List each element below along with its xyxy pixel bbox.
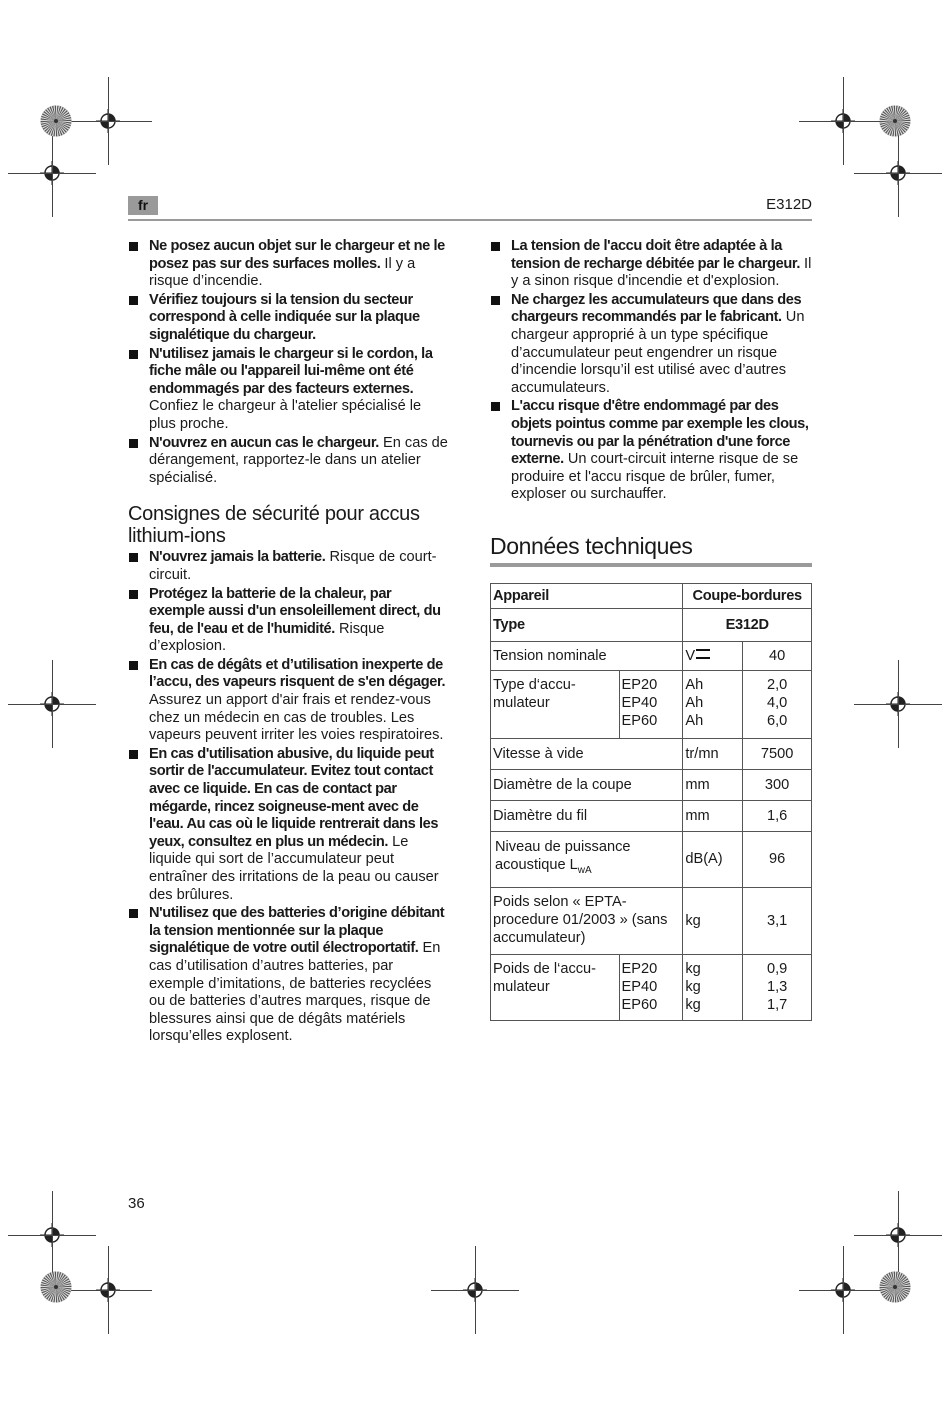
poids-accu-label: Poids de l‘accu- mulateur (491, 954, 620, 1020)
tension-unit-cell (683, 641, 743, 670)
list-item (128, 549, 450, 584)
square-bullet-icon (129, 553, 138, 562)
diam-fil-value: 1,6 (743, 800, 812, 831)
list-item (128, 586, 450, 656)
row-poids-epta (491, 887, 812, 954)
item-bold-text: N'ouvrez en aucun cas le chargeur. (149, 434, 379, 451)
safety-list-battery (490, 238, 812, 504)
typeaccu-unit: Ah Ah Ah (683, 670, 743, 738)
starburst-target-icon (879, 105, 911, 137)
list-item (128, 905, 450, 1046)
vitesse-value: 7500 (743, 738, 812, 769)
item-text: Un chargeur approprié à un type spécifique d’accumulateur peut engendrer un risque d’incendie lorsqu’il est utilisé avec d’autres accumulateurs. (511, 309, 805, 396)
row-poids-accu (491, 954, 812, 1020)
niveau-subscript: wA (577, 864, 592, 876)
item-text: Confiez le chargeur à l'atelier spécialisé le plus proche. (149, 398, 422, 432)
tension-unit: V (685, 647, 696, 664)
poids-accu-unit: kg kg kg (683, 954, 743, 1020)
row-type (491, 608, 812, 641)
vitesse-label: Vitesse à vide (491, 738, 683, 769)
item-bold-text: Vérifiez toujours si la tension du secteur correspond à celle indiquée sur la plaque signalétique du chargeur. (149, 291, 420, 343)
starburst-target-icon (40, 105, 72, 137)
item-text: Un court-circuit interne risque de se produire et l'accu risque de brûler, fumer, exploser ou surchauffer. (511, 451, 799, 503)
item-bold-text: N'ouvrez jamais la batterie. (149, 549, 326, 566)
diam-coupe-label: Diamètre de la coupe (491, 769, 683, 800)
starburst-target-icon (879, 1271, 911, 1303)
poids-epta-value: 3,1 (743, 887, 812, 954)
list-item (128, 657, 450, 745)
appareil-label: Appareil (491, 583, 683, 608)
appareil-value: Coupe-bordures (683, 583, 812, 608)
niveau-label: Niveau de puissance acoustique L (495, 838, 631, 873)
dc-voltage-icon (696, 649, 710, 659)
square-bullet-icon (129, 439, 138, 448)
item-bold-text: En cas de dégâts et d’utilisation inexperte de l’accu, des vapeurs risquent de s'en dégager. (149, 656, 446, 691)
list-item (490, 238, 812, 291)
tension-value: 40 (743, 641, 812, 670)
list-item (490, 398, 812, 504)
crop-mark-line (475, 1246, 476, 1334)
list-item (490, 292, 812, 398)
item-bold-text: N'utilisez jamais le chargeur si le cordon, la fiche mâle ou l'appareil lui-même ont été endommagés par des facteurs externes. (149, 345, 433, 397)
crop-mark-line (898, 660, 899, 748)
item-text: Le liquide qui sort de l’accumulateur peut entraîner des irritations de la peau ou causer des brûlures. (149, 833, 439, 903)
section-title-lithium: Consignes de sécurité pour accus lithium-ions (128, 503, 420, 548)
vitesse-unit: tr/mn (683, 738, 743, 769)
item-bold-text: Ne posez aucun objet sur le chargeur et ne le posez pas sur des surfaces molles. (149, 238, 445, 272)
row-vitesse (491, 738, 812, 769)
item-text: Risque d’explosion. (149, 620, 385, 655)
diam-fil-unit: mm (683, 800, 743, 831)
language-badge: fr (128, 196, 158, 215)
crop-mark-line (52, 1191, 53, 1279)
niveau-unit: dB(A) (683, 831, 743, 887)
tension-label: Tension nominale (491, 641, 683, 670)
item-bold-text: En cas d'utilisation abusive, du liquide peut sortir de l'accumulateur. Evitez tout contact avec ce liquide. En cas de contact par mégarde, rincez soigneuse-ment avec de l'eau. Au cas où le liquide rentrerait dans les yeux, consultez en plus un médecin. (149, 745, 439, 850)
crop-mark-line (898, 1191, 899, 1279)
item-bold-text: La tension de l'accu doit être adaptée à la tension de recharge débitée par le chargeur. (511, 238, 800, 272)
square-bullet-icon (129, 661, 138, 670)
tech-data-title: Données techniques (490, 532, 693, 559)
item-bold-text: N'utilisez que des batteries d’origine débitant la tension mentionnée sur la plaque signalétique de votre outil électroportatif. (149, 905, 445, 957)
crop-mark-line (108, 1246, 109, 1334)
crop-mark-line (843, 77, 844, 165)
square-bullet-icon (491, 402, 500, 411)
square-bullet-icon (491, 242, 500, 251)
square-bullet-icon (129, 350, 138, 359)
row-tension (491, 641, 812, 670)
header-rule (128, 219, 812, 221)
square-bullet-icon (491, 296, 500, 305)
square-bullet-icon (129, 909, 138, 918)
crop-mark-line (52, 129, 53, 217)
item-text: Assurez un apport d'air frais et rendez-vous chez un médecin en cas de troubles. Les vapeurs peuvent irriter les voies respiratoires. (149, 692, 444, 744)
tech-title-rule (490, 563, 812, 567)
model-code: E312D (766, 196, 812, 213)
poids-accu-values: 0,9 1,3 1,7 (743, 954, 812, 1020)
page-number: 36 (128, 1195, 145, 1212)
safety-list-lithium (128, 549, 450, 1046)
item-text: Il y a sinon risque d'incendie et d'explosion. (511, 255, 812, 290)
tech-data-table (490, 583, 812, 1021)
row-diam-fil (491, 800, 812, 831)
square-bullet-icon (129, 750, 138, 759)
right-column (490, 238, 812, 1021)
typeaccu-label: Type d‘accu- mulateur (491, 670, 620, 738)
item-bold-text: Ne chargez les accumulateurs que dans des chargeurs recommandés par le fabricant. (511, 291, 802, 326)
row-type-accu (491, 670, 812, 738)
item-bold-text: L'accu risque d'être endommagé par des objets pointus comme par exemple les clous, tournevis ou par la pénétration d'une force externe. (511, 398, 809, 468)
crop-mark-line (898, 129, 899, 217)
niveau-label-cell (491, 831, 683, 887)
diam-coupe-value: 300 (743, 769, 812, 800)
poids-accu-models: EP20 EP40 EP60 (619, 954, 683, 1020)
item-text: En cas de dérangement, rapportez-le dans un atelier spécialisé. (149, 434, 448, 486)
type-label: Type (491, 608, 683, 641)
typeaccu-models: EP20 EP40 EP60 (619, 670, 683, 738)
poids-epta-unit: kg (683, 887, 743, 954)
poids-epta-label: Poids selon « EPTA-procedure 01/2003 » (sans accumulateur) (491, 887, 683, 954)
list-item (128, 746, 450, 904)
item-bold-text: Protégez la batterie de la chaleur, par exemple aussi d'un ensoleillement direct, du feu, de l'eau et de l'humidité. (149, 585, 441, 637)
square-bullet-icon (129, 590, 138, 599)
square-bullet-icon (129, 296, 138, 305)
crop-mark-line (108, 77, 109, 165)
row-diam-coupe (491, 769, 812, 800)
list-item (128, 292, 450, 345)
item-text: Il y a risque d’incendie. (149, 255, 416, 290)
diam-coupe-unit: mm (683, 769, 743, 800)
list-item (128, 238, 450, 291)
list-item (128, 346, 450, 434)
crop-mark-line (52, 660, 53, 748)
row-niveau (491, 831, 812, 887)
item-text: En cas d’utilisation d’autres batteries, par exemple d’imitations, de batteries recyclées ou de batteries d’autres marques, risque de blessures ainsi que de dégâts matériels lorsqu’elles explosent. (149, 940, 441, 1045)
diam-fil-label: Diamètre du fil (491, 800, 683, 831)
left-column (128, 238, 450, 1047)
list-item (128, 435, 450, 488)
crop-mark-line (843, 1246, 844, 1334)
item-text: Risque de court-circuit. (149, 549, 437, 583)
typeaccu-values: 2,0 4,0 6,0 (743, 670, 812, 738)
niveau-value: 96 (743, 831, 812, 887)
row-appareil (491, 583, 812, 608)
safety-list-charger (128, 238, 450, 487)
square-bullet-icon (129, 242, 138, 251)
starburst-target-icon (40, 1271, 72, 1303)
type-value: E312D (683, 608, 812, 641)
